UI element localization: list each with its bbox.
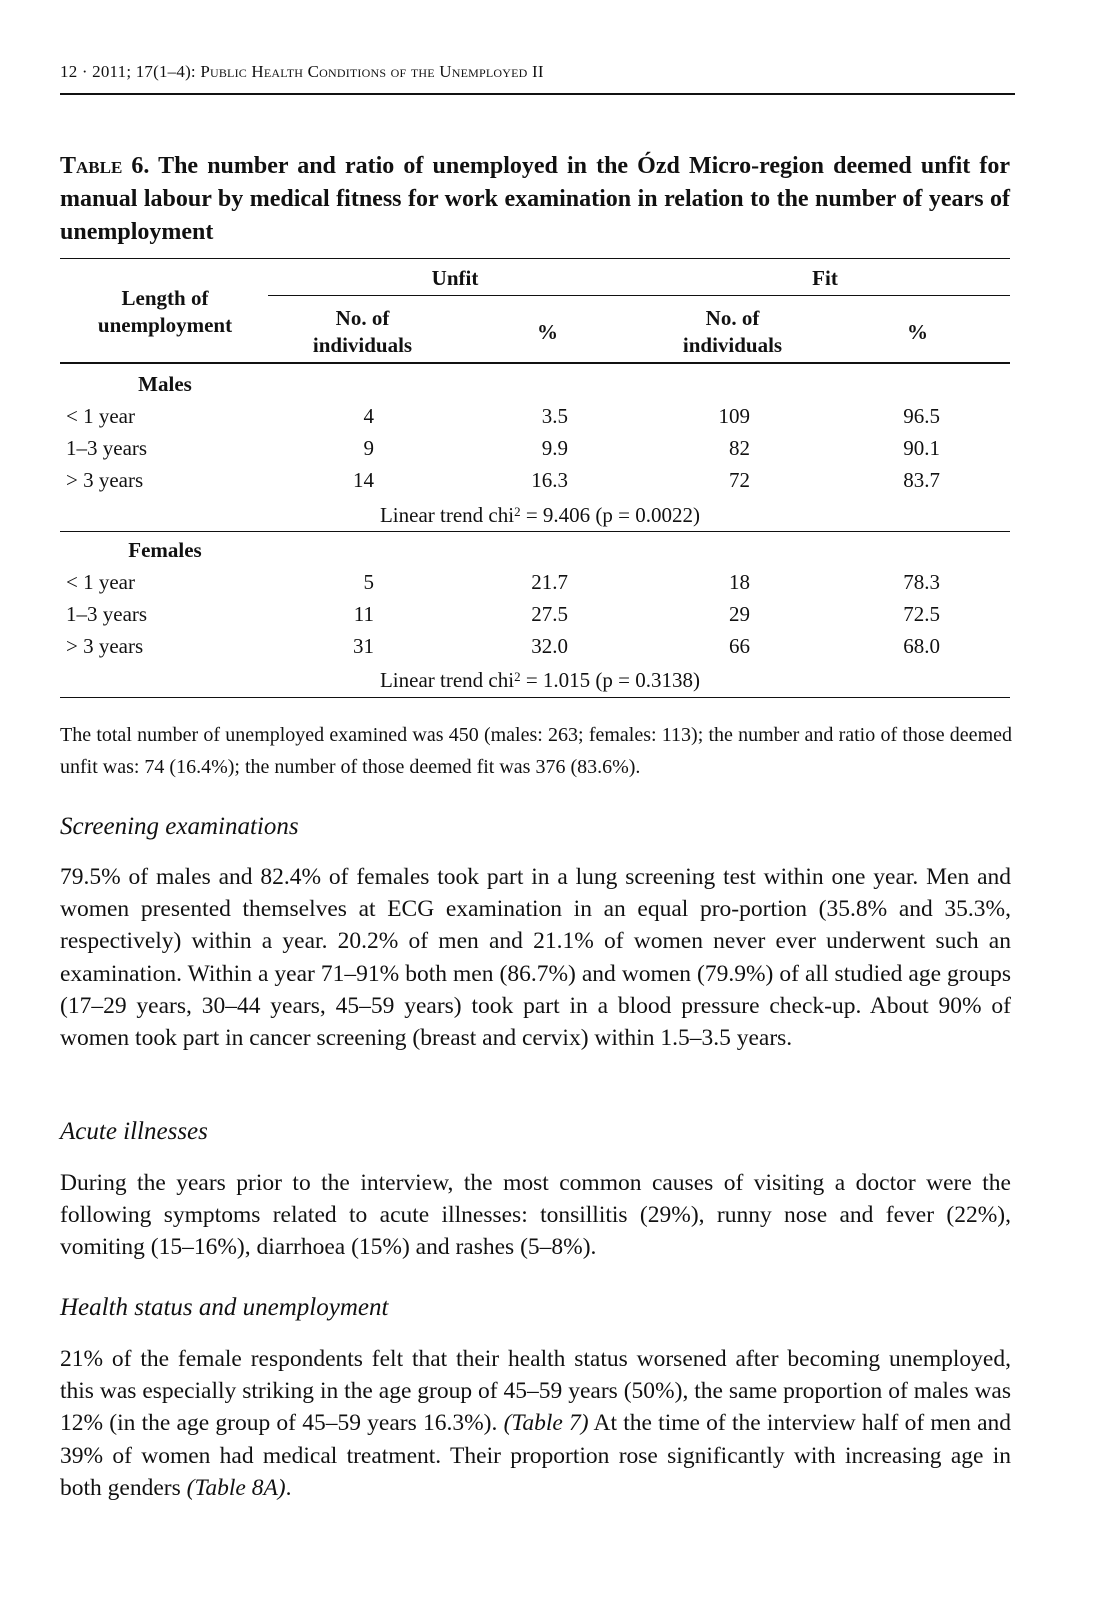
header-fit-pct: %	[907, 320, 928, 344]
header-length-line1: Length of	[121, 286, 209, 310]
running-head-rule	[60, 93, 1015, 95]
fit-percent: 90.1	[903, 436, 940, 460]
paragraph-screening: 79.5% of males and 82.4% of females took part in a lung screening test within one year. Men and women presented themselves at ECG examination in an equal pro-portion (35.8% and 35.3%, respectively) within a year. 20.2% of men and 21.1% of women never ever underwent such an examination. Within a year 71–91% both men (86.7%) and women (79.9%) of all studied age groups (17–29 years, 30–44 years, 45–59 years) took part in a blood pressure check-up. About 90% of women took part in cancer screening (breast and cervix) within 1.5–3.5 years.	[60, 864, 1011, 1052]
unfit-percent: 21.7	[531, 570, 568, 594]
table-header-rule	[60, 362, 1010, 364]
fit-count: 29	[729, 602, 750, 626]
row-label: < 1 year	[66, 404, 135, 428]
fit-percent: 83.7	[903, 468, 940, 492]
table-top-rule	[60, 258, 1010, 259]
fit-count: 82	[729, 436, 750, 460]
unfit-percent: 27.5	[531, 602, 568, 626]
unfit-count: 9	[363, 436, 374, 460]
group-label-females: Females	[128, 538, 202, 562]
header-unfit-n-line1: No. of	[335, 306, 390, 330]
header-unfit: Unfit	[431, 266, 479, 290]
unfit-count: 31	[353, 634, 374, 658]
fit-count: 18	[729, 570, 750, 594]
unfit-percent: 32.0	[531, 634, 568, 658]
running-head-prefix: 12 · 2011; 17(1–4):	[60, 62, 201, 81]
fit-percent: 68.0	[903, 634, 940, 658]
header-length-line2: unemployment	[97, 313, 233, 337]
fit-percent: 78.3	[903, 570, 940, 594]
table-caption-text: The number and ratio of unemployed in the Ózd Micro-region deemed unfit for manual labour by medical fitness for work examination in relation to the number of years of unemployment	[60, 153, 1010, 245]
table-reference[interactable]: (Table 7)	[503, 1410, 589, 1437]
trend-statistic-males	[270, 503, 810, 527]
paragraph-health-status	[60, 1343, 1011, 1504]
row-label: < 1 year	[66, 570, 135, 594]
fit-percent: 72.5	[903, 602, 940, 626]
trend-value: = 1.015 (p = 0.3138)	[520, 668, 701, 692]
trend-superscript: 2	[514, 669, 521, 684]
group-label-males: Males	[138, 372, 192, 396]
row-label: > 3 years	[66, 634, 144, 658]
table-group-rule	[268, 295, 1010, 296]
section-heading-acute: Acute illnesses	[60, 1118, 208, 1145]
fit-percent: 96.5	[903, 404, 940, 428]
unfit-count: 11	[353, 602, 374, 626]
table-reference[interactable]: (Table 8A)	[186, 1474, 286, 1501]
table-caption	[60, 150, 1010, 249]
paragraph-text: At the time of the interview half of men and 39% of women had medical treatment. Their proportion rose significantly with increasing age in both genders	[60, 1410, 1012, 1501]
trend-superscript: 2	[514, 504, 521, 519]
header-unfit-pct: %	[537, 320, 558, 344]
trend-statistic-females	[270, 668, 810, 692]
paragraph-text: .	[285, 1474, 292, 1501]
table-label: Table 6.	[60, 153, 150, 179]
row-label: 1–3 years	[66, 602, 148, 626]
trend-value: = 9.406 (p = 0.0022)	[520, 503, 701, 527]
running-head-title: Public Health Conditions of the Unemployed II	[200, 62, 544, 81]
header-fit-n-line2: individuals	[682, 333, 783, 357]
section-heading-screening: Screening examinations	[60, 813, 299, 840]
header-unfit-n-line2: individuals	[312, 333, 413, 357]
fit-count: 109	[718, 404, 750, 428]
paragraph-acute: During the years prior to the interview, the most common causes of visiting a doctor were the following symptoms related to acute illnesses: tonsillitis (29%), runny nose and fever (22%), vomiting (15–16%), diarrhoea (15%) and rashes (5–8%).	[60, 1170, 1011, 1261]
header-fit-n-line1: No. of	[705, 306, 760, 330]
unfit-count: 14	[353, 468, 374, 492]
unfit-count: 4	[363, 404, 374, 428]
table-bottom-rule	[60, 697, 1010, 698]
trend-prefix: Linear trend chi	[379, 503, 515, 527]
row-label: 1–3 years	[66, 436, 148, 460]
group-separator-rule	[60, 531, 1010, 532]
fit-count: 66	[729, 634, 750, 658]
unfit-count: 5	[363, 570, 374, 594]
table-footnote: The total number of unemployed examined was 450 (males: 263; females: 113); the number and ratio of those deemed unfit was: 74 (16.4%); the number of those deemed fit was 376 (83.6%).	[60, 724, 1012, 778]
unfit-percent: 9.9	[541, 436, 568, 460]
running-head	[60, 62, 1020, 82]
trend-prefix: Linear trend chi	[379, 668, 515, 692]
fit-count: 72	[729, 468, 750, 492]
paragraph-text: 21% of the female respondents felt that their health status worsened after becoming unemployed, this was especially striking in the age group of 45–59 years (50%), the same proportion of males was 12% (in the age group of 45–59 years 16.3%).	[60, 1346, 1011, 1437]
row-label: > 3 years	[66, 468, 144, 492]
unfit-percent: 3.5	[541, 404, 568, 428]
header-fit: Fit	[812, 266, 838, 290]
section-heading-health-status: Health status and unemployment	[60, 1294, 389, 1321]
unfit-percent: 16.3	[531, 468, 568, 492]
